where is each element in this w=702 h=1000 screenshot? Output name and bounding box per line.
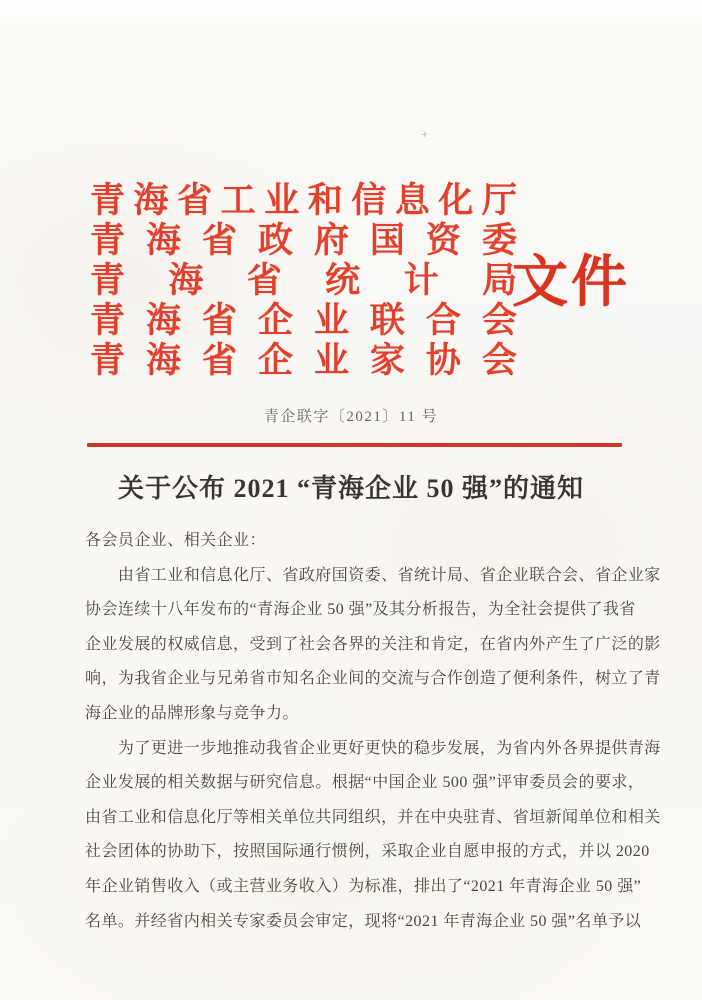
body-line: 社会团体的协助下，按照国际通行惯例，采取企业自愿申报的方式，并以 2020 <box>85 843 650 861</box>
letterhead <box>90 181 517 381</box>
letterhead-org-name: 青 海 省 企 业 家 协 会 <box>90 341 517 380</box>
document-body <box>85 524 685 939</box>
body-salutation: 各会员企业、相关企业： <box>85 532 266 549</box>
body-line: 协会连续十八年发布的“青海企业 50 强”及其分析报告，为全社会提供了我省 <box>85 601 636 619</box>
body-line: 年企业销售收入（或主营业务收入）为标准，排出了“2021 年青海企业 50 强” <box>85 877 642 895</box>
document-title: 关于公布 2021 “青海企业 50 强”的通知 <box>117 474 584 503</box>
body-line: 由省工业和信息化厅、省政府国资委、省统计局、省企业联合会、省企业家 <box>85 566 661 584</box>
body-line: 为了更进一步地推动我省企业更好更快的稳步发展，为省内外各界提供青海 <box>85 739 661 757</box>
body-line: 海企业的品牌形象与竞争力。 <box>85 704 299 722</box>
document-number: 青企联字〔2021〕11 号 <box>263 409 439 425</box>
red-divider-line <box>87 443 622 447</box>
letterhead-org-name: 青 海 省 统 计 局 <box>90 261 517 300</box>
letterhead-org-name: 青 海 省 工 业 和 信 息 化 厅 <box>90 181 517 220</box>
body-line: 由省工业和信息化厅等相关单位共同组织，并在中央驻青、省垣新闻单位和相关 <box>85 808 661 826</box>
letterhead-org-name: 青 海 省 企 业 联 合 会 <box>90 301 517 340</box>
scan-speck <box>422 132 427 137</box>
body-line: 响，为我省企业与兄弟省市知名企业间的交流与合作创造了便利条件，树立了青 <box>85 670 661 688</box>
body-line: 企业发展的相关数据与研究信息。根据“中国企业 500 强”评审委员会的要求， <box>85 774 645 792</box>
body-line: 名单。并经省内相关专家委员会审定，现将“2021 年青海企业 50 强”名单予以 <box>85 912 642 930</box>
body-line: 企业发展的权威信息，受到了社会各界的关注和肯定，在省内外产生了广泛的影 <box>85 635 661 653</box>
letterhead-org-name: 青 海 省 政 府 国 资 委 <box>90 221 517 260</box>
wenjian-label: 文件 <box>512 252 630 314</box>
